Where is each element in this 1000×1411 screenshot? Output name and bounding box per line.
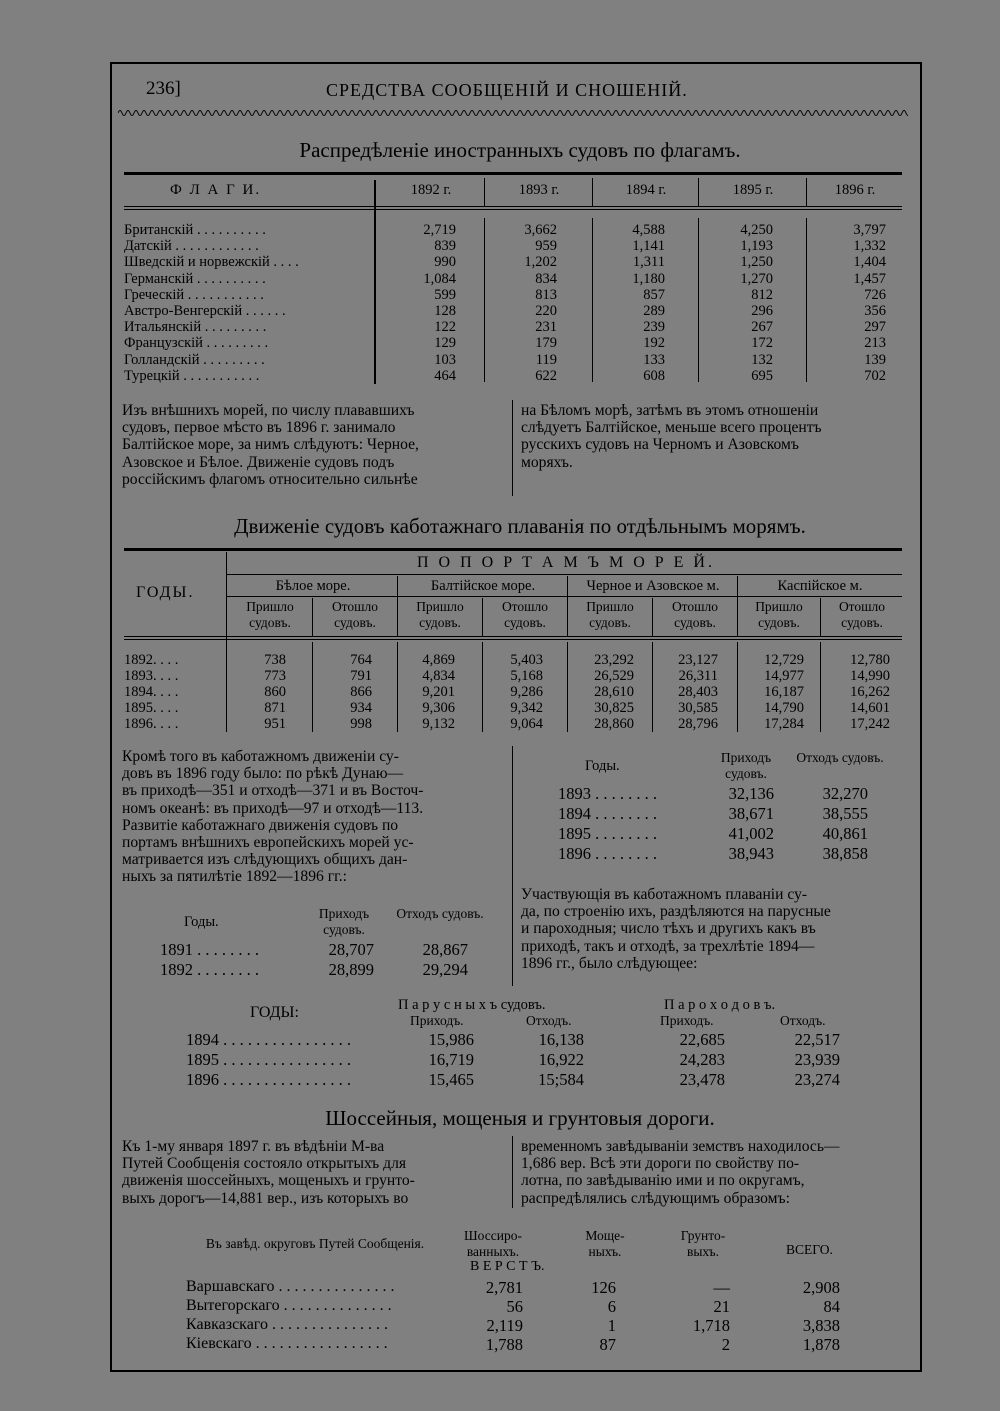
- flag-value: 608: [643, 367, 665, 384]
- cabotage-col-rule: [820, 642, 821, 732]
- flags-year-header: 1893 г.: [518, 182, 560, 198]
- sub-rule: [820, 598, 821, 636]
- cabotage-top-rule: [124, 548, 902, 551]
- cabotage-value: 998: [350, 716, 372, 732]
- flag-value: 3,662: [524, 222, 557, 238]
- small-right-in: 38,943: [728, 844, 774, 863]
- cabotage-value: 12,780: [850, 652, 890, 668]
- roads-value: 126: [591, 1278, 616, 1297]
- small-right-h-in: Приходъ судовъ.: [720, 750, 772, 781]
- flag-value: 213: [864, 335, 886, 352]
- flag-value: 812: [751, 286, 773, 303]
- cabotage-value: 16,187: [764, 684, 804, 700]
- flag-value: 1,141: [632, 238, 665, 255]
- text-line: русскихъ судовъ на Черномъ и Азовскомъ: [521, 436, 799, 454]
- flag-value: 813: [535, 286, 557, 303]
- sail-value: 15;584: [538, 1070, 584, 1089]
- cabotage-spanner: П О П О Р Т А М Ъ М О Р Е Й.: [417, 554, 715, 571]
- roads-para-right: [521, 1138, 905, 1207]
- text-line: Къ 1-му января 1897 г. въ вѣдѣніи М-ва: [122, 1138, 385, 1155]
- cabotage-value: 26,529: [594, 668, 634, 684]
- roads-h-cobble: Моще-ныхъ.: [585, 1228, 625, 1259]
- cabotage-col-rule: [567, 642, 568, 732]
- cabotage-value: 28,403: [678, 684, 718, 700]
- roads-para-divider: [512, 1136, 513, 1208]
- flag-value: 192: [643, 335, 665, 352]
- flag-name: Голландскій . . . . . . . . .: [124, 351, 265, 368]
- flag-value: 702: [864, 367, 886, 384]
- flag-value: 231: [535, 319, 557, 336]
- sub-header: Пришло судовъ.: [246, 599, 294, 630]
- small-left-year: 1892 . . . . . . . .: [160, 960, 259, 979]
- roads-value: 3,838: [802, 1316, 840, 1335]
- cabotage-value: 28,796: [678, 716, 718, 732]
- small-left-in: 28,899: [328, 960, 374, 979]
- para2-left: [122, 748, 506, 886]
- flag-value: 1,250: [740, 254, 773, 271]
- flag-value: 139: [864, 351, 886, 368]
- sail-value: 15,465: [428, 1070, 474, 1089]
- flag-value: 622: [535, 367, 557, 384]
- cabotage-year: 1892. . . .: [124, 652, 179, 668]
- text-line: россійскимъ флагомъ относительно сильнѣе: [122, 470, 418, 488]
- roads-district: Варшавскаго . . . . . . . . . . . . . . .: [186, 1278, 395, 1295]
- flag-value: 1,311: [632, 254, 665, 271]
- cabotage-title: Движеніе судовъ каботажнаго плаванія по отдѣльнымъ морямъ.: [234, 514, 806, 538]
- flag-name: Шведскій и норвежскій . . . .: [124, 254, 299, 271]
- cabotage-value: 14,790: [764, 700, 804, 716]
- text-line: движенія шоссейныхъ, мощеныхъ и грунто-: [122, 1172, 415, 1190]
- cabotage-year: 1895. . . .: [124, 700, 179, 716]
- text-line: временномъ завѣдываніи земствъ находилось—: [521, 1138, 840, 1155]
- flag-value: 1,180: [632, 270, 665, 287]
- flag-name: Британскій . . . . . . . . . .: [124, 222, 266, 238]
- small-right-year: 1893 . . . . . . . .: [558, 784, 657, 803]
- roads-value: 2,119: [486, 1316, 523, 1335]
- flag-value: 726: [864, 286, 886, 303]
- flag-value: 1,332: [853, 238, 886, 255]
- roads-h-dirt: Грунто-выхъ.: [680, 1228, 726, 1259]
- cabotage-value: 9,306: [422, 700, 455, 716]
- roads-h-versts: В Е Р С Т Ъ.: [470, 1259, 545, 1274]
- text-line: на Бѣломъ морѣ, затѣмъ въ этомъ отношеніи: [521, 402, 819, 419]
- cabotage-col-rule: [737, 642, 738, 732]
- flag-value: 3,797: [853, 222, 886, 238]
- flags-header-col-rule: [592, 178, 593, 206]
- cabotage-value: 5,403: [510, 652, 543, 668]
- flag-value: 220: [535, 303, 557, 319]
- sub-rule: [652, 598, 653, 636]
- flag-name: Датскій . . . . . . . . . . . .: [124, 238, 259, 255]
- flag-value: 296: [751, 303, 773, 319]
- roads-h-total: ВСЕГО.: [786, 1242, 833, 1257]
- small-right-in: 38,671: [728, 804, 774, 823]
- page-number: 236]: [146, 78, 181, 99]
- sail-subheader: Отходъ.: [526, 1013, 572, 1028]
- cabotage-value: 934: [350, 700, 372, 716]
- flags-header-label: Ф Л А Г И.: [170, 182, 262, 198]
- flag-value: 119: [535, 351, 557, 368]
- flag-value: 464: [434, 367, 456, 384]
- text-line: Азовское и Бѣлое. Движеніе судовъ подъ: [122, 453, 395, 471]
- cabotage-value: 30,585: [678, 700, 718, 716]
- para1-right: [521, 402, 905, 471]
- para1-divider: [512, 400, 513, 496]
- flag-value: 129: [434, 335, 456, 352]
- cabotage-value: 871: [264, 700, 286, 716]
- roads-value: 2: [721, 1335, 730, 1354]
- flags-year-header: 1895 г.: [732, 182, 774, 198]
- cabotage-year: 1894. . . .: [124, 684, 179, 700]
- text-line: Развитіе каботажнаго движенія судовъ по: [122, 816, 399, 834]
- sail-value: 23,274: [794, 1070, 840, 1089]
- cabotage-value: 16,262: [850, 684, 890, 700]
- cabotage-value: 17,242: [850, 716, 890, 732]
- small-right-year: 1894 . . . . . . . .: [558, 804, 657, 823]
- small-left-h-in: Приходъ судовъ.: [318, 906, 370, 937]
- flag-value: 289: [643, 303, 665, 319]
- flags-header-rule-2: [124, 209, 902, 210]
- flag-value: 356: [864, 303, 886, 319]
- flag-value: 239: [643, 319, 665, 336]
- small-left-out: 28,867: [422, 940, 468, 959]
- roads-district: Кавказскаго . . . . . . . . . . . . . . .: [186, 1316, 388, 1333]
- flag-value: 839: [434, 238, 456, 255]
- small-left-in: 28,707: [328, 940, 374, 959]
- small-right-out: 32,270: [822, 784, 868, 803]
- flag-value: 1,202: [524, 254, 557, 271]
- sail-value: 22,517: [794, 1030, 840, 1049]
- flag-name: Германскій . . . . . . . . . .: [124, 270, 266, 287]
- sail-subheader: Приходъ.: [660, 1013, 714, 1028]
- cabotage-value: 30,825: [594, 700, 634, 716]
- flags-title: Распредѣленіе иностранныхъ судовъ по флагамъ.: [299, 138, 741, 162]
- cabotage-value: 9,064: [510, 716, 543, 732]
- cabotage-value: 773: [264, 668, 286, 684]
- sail-value: 16,719: [428, 1050, 474, 1069]
- cabotage-head-rule: [124, 636, 902, 637]
- cabotage-value: 791: [350, 668, 372, 684]
- text-line: выхъ дорогъ—14,881 вер., изъ которыхъ во: [122, 1189, 409, 1207]
- flags-year-header: 1894 г.: [625, 182, 667, 198]
- cabotage-value: 14,601: [850, 700, 890, 716]
- flags-year-header: 1892 г.: [410, 182, 452, 198]
- sub-rule: [312, 598, 313, 636]
- para2-divider: [512, 746, 513, 986]
- flag-value: 857: [643, 286, 665, 303]
- cabotage-col-rule: [652, 642, 653, 732]
- cabotage-value: 14,977: [764, 668, 804, 684]
- sea-header: Каспійское м.: [777, 578, 863, 594]
- small-right-in: 32,136: [728, 784, 774, 803]
- text-line: довъ въ 1896 году было: по рѣкѣ Дунаю—: [122, 765, 404, 783]
- roads-value: 1,718: [692, 1316, 730, 1335]
- cabotage-value: 4,869: [422, 652, 455, 668]
- cabotage-value: 866: [350, 684, 372, 700]
- flags-col-rule: [592, 218, 593, 382]
- flag-value: 1,457: [853, 270, 886, 287]
- text-line: матривается изъ слѣдующихъ общихъ дан-: [122, 851, 408, 869]
- flags-year-header: 1896 г.: [834, 182, 876, 198]
- running-head: [146, 78, 906, 110]
- cabotage-value: 9,201: [422, 684, 455, 700]
- flags-header-col-rule: [484, 178, 485, 206]
- cabotage-head-rule-2: [124, 639, 902, 640]
- flag-value: 599: [434, 286, 456, 303]
- text-line: и пароходныя; число тѣхъ и другихъ какъ въ: [521, 920, 816, 938]
- flag-value: 2,719: [423, 222, 456, 238]
- flags-col-rule: [698, 218, 699, 382]
- cabotage-year: 1896. . . .: [124, 716, 179, 732]
- sail-value: 16,138: [538, 1030, 584, 1049]
- roads-district: Кіевскаго . . . . . . . . . . . . . . . . .: [186, 1335, 388, 1352]
- cabotage-year: 1893. . . .: [124, 668, 179, 684]
- small-left-h-year: Годы.: [184, 914, 219, 930]
- text-line: въ приходѣ—351 и отходѣ—371 и въ Восточ-: [122, 782, 424, 800]
- flag-name: Австро-Венгерскій . . . . . .: [124, 303, 286, 319]
- sub-header: Отошло судовъ.: [501, 599, 549, 630]
- flag-value: 267: [751, 319, 773, 336]
- running-title: СРЕДСТВА СООБЩЕНІЙ И СНОШЕНІЙ.: [326, 80, 688, 100]
- cabotage-value: 860: [264, 684, 286, 700]
- flags-header-col-rule: [806, 178, 807, 206]
- roads-para-left: [122, 1138, 506, 1207]
- flag-value: 172: [751, 335, 773, 352]
- text-line: номъ океанѣ: въ приходѣ—97 и отходѣ—113.: [122, 799, 424, 817]
- cabotage-years-label: ГОДЫ.: [136, 584, 195, 601]
- cabotage-value: 14,990: [850, 668, 890, 684]
- flags-stub-divider: [374, 180, 376, 384]
- text-line: Кромѣ того въ каботажномъ движеніи су-: [122, 748, 399, 765]
- small-left-out: 29,294: [422, 960, 468, 979]
- flag-value: 1,193: [740, 238, 773, 255]
- small-left-year: 1891 . . . . . . . .: [160, 940, 259, 959]
- small-right-out: 38,555: [822, 804, 868, 823]
- flag-value: 4,588: [632, 222, 665, 238]
- roads-value: 1,788: [485, 1335, 523, 1354]
- text-line: Путей Сообщенія состояло открытыхъ для: [122, 1155, 407, 1173]
- flags-header-rule: [124, 206, 902, 207]
- flag-value: 103: [434, 351, 456, 368]
- roads-value: 1,878: [802, 1335, 840, 1354]
- flags-top-rule: [124, 172, 902, 175]
- text-line: судовъ, первое мѣсто въ 1896 г. занимало: [122, 419, 396, 437]
- text-line: портамъ внѣшнихъ европейскихъ морей ус-: [122, 834, 414, 852]
- sail-subheader: Отходъ.: [780, 1013, 826, 1028]
- flag-name: Греческій . . . . . . . . . . .: [124, 286, 264, 303]
- flag-value: 834: [535, 270, 557, 287]
- small-right-h-year: Годы.: [585, 758, 620, 774]
- roads-h-district: Въ завѣд. округовъ Путей Сообщенія.: [205, 1236, 425, 1251]
- para1-left: [122, 402, 506, 488]
- sail-value: 22,685: [679, 1030, 725, 1049]
- cabotage-value: 9,342: [510, 700, 543, 716]
- cabotage-value: 28,860: [594, 716, 634, 732]
- roads-district: Вытегорскаго . . . . . . . . . . . . . .: [186, 1297, 392, 1314]
- flags-header-col-rule: [698, 178, 699, 206]
- flag-value: 122: [434, 319, 456, 336]
- flag-value: 959: [535, 238, 557, 255]
- small-right-out: 40,861: [822, 824, 868, 843]
- sail-year: 1894 . . . . . . . . . . . . . . . .: [186, 1030, 351, 1049]
- roads-value: 1: [607, 1316, 616, 1335]
- text-line: да, по строенію ихъ, раздѣляются на парусные: [521, 903, 831, 921]
- sail-value: 15,986: [428, 1030, 474, 1049]
- sub-rule: [482, 598, 483, 636]
- cabotage-value: 951: [264, 716, 286, 732]
- sail-year: 1896 . . . . . . . . . . . . . . . .: [186, 1070, 351, 1089]
- flag-value: 990: [434, 254, 456, 271]
- flag-value: 695: [751, 367, 773, 384]
- text-line: распредѣлялись слѣдующимъ образомъ:: [521, 1189, 790, 1207]
- sail-subheader: Приходъ.: [410, 1013, 464, 1028]
- roads-value: —: [713, 1278, 730, 1297]
- text-line: приходѣ, такъ и отходѣ, за трехлѣтіе 1894—: [521, 937, 815, 955]
- roads-value: 84: [823, 1297, 840, 1316]
- text-line: слѣдуетъ Балтійское, меньше всего процентъ: [521, 419, 822, 437]
- para3-right: [521, 886, 905, 972]
- sub-header: Отошло судовъ.: [331, 599, 379, 630]
- text-line: лотна, по завѣдыванію ими и по округамъ,: [521, 1172, 805, 1190]
- cabotage-value: 23,292: [594, 652, 634, 668]
- flag-value: 1,084: [423, 270, 456, 287]
- sea-header: Бѣлое море.: [275, 578, 351, 594]
- sail-value: 23,478: [679, 1070, 725, 1089]
- cabotage-value: 26,311: [678, 668, 718, 684]
- cabotage-value: 764: [350, 652, 372, 668]
- sea-subheader-rule: [227, 596, 902, 597]
- flag-value: 297: [864, 319, 886, 336]
- sail-value: 23,939: [794, 1050, 840, 1069]
- sub-header: Отошло судовъ.: [838, 599, 886, 630]
- flag-value: 1,270: [740, 270, 773, 287]
- sail-value: 24,283: [679, 1050, 725, 1069]
- cabotage-col-rule: [482, 642, 483, 732]
- cabotage-col-rule: [397, 642, 398, 732]
- flag-value: 133: [643, 351, 665, 368]
- sail-header: П а р у с н ы х ъ судовъ.: [398, 997, 546, 1013]
- cabotage-value: 9,286: [510, 684, 543, 700]
- cabotage-value: 12,729: [764, 652, 804, 668]
- flag-value: 4,250: [740, 222, 773, 238]
- sub-header: Отошло судовъ.: [671, 599, 719, 630]
- roads-value: 6: [607, 1297, 616, 1316]
- roads-value: 2,908: [802, 1278, 840, 1297]
- steam-header: П а р о х о д о в ъ.: [664, 997, 776, 1013]
- small-right-h-out: Отходъ судовъ.: [796, 750, 884, 765]
- small-right-in: 41,002: [728, 824, 774, 843]
- flag-value: 1,404: [853, 254, 886, 271]
- flag-value: 132: [751, 351, 773, 368]
- cabotage-value: 9,132: [422, 716, 455, 732]
- cabotage-value: 17,284: [764, 716, 804, 732]
- sea-header: Черное и Азовское м.: [586, 578, 720, 594]
- text-line: 1,686 вер. Всѣ эти дороги по свойству по-: [521, 1155, 800, 1173]
- text-line: ныхъ за пятилѣтіе 1892—1896 гг.:: [122, 868, 347, 886]
- roads-value: 21: [713, 1297, 730, 1316]
- flag-name: Итальянскій . . . . . . . . .: [124, 319, 267, 336]
- small-right-year: 1896 . . . . . . . .: [558, 844, 657, 863]
- text-line: Изъ внѣшнихъ морей, по числу плававшихъ: [122, 402, 415, 419]
- cabotage-value: 4,834: [422, 668, 455, 684]
- roads-h-paved: Шоссиро-ванныхъ.: [464, 1228, 522, 1259]
- sub-header: Пришло судовъ.: [586, 599, 634, 630]
- roads-value: 2,781: [485, 1278, 523, 1297]
- text-line: моряхъ.: [521, 453, 573, 471]
- text-line: 1896 гг., было слѣдующее:: [521, 954, 698, 972]
- text-line: Участвующія въ каботажномъ плаваніи су-: [521, 886, 808, 903]
- text-line: Балтійское море, за нимъ слѣдуютъ: Черное,: [122, 436, 419, 454]
- flag-name: Турецкій . . . . . . . . . . .: [124, 367, 260, 384]
- cabotage-spanner-rule: [227, 574, 902, 575]
- sail-year: 1895 . . . . . . . . . . . . . . . .: [186, 1050, 351, 1069]
- cabotage-value: 28,610: [594, 684, 634, 700]
- roads-value: 87: [599, 1335, 616, 1354]
- small-right-out: 38,858: [822, 844, 868, 863]
- sub-header: Пришло судовъ.: [416, 599, 464, 630]
- flags-col-rule: [484, 218, 485, 382]
- small-left-h-out: Отходъ судовъ.: [396, 906, 484, 921]
- cabotage-value: 5,168: [510, 668, 543, 684]
- cabotage-value: 23,127: [678, 652, 718, 668]
- roads-title: Шоссейныя, мощеныя и грунтовыя дороги.: [325, 1106, 715, 1130]
- cabotage-value: 738: [264, 652, 286, 668]
- sea-header: Балтійское море.: [430, 578, 536, 594]
- wavy-rule: [118, 108, 908, 118]
- sail-years-label: ГОДЫ:: [250, 1004, 299, 1021]
- roads-value: 56: [506, 1297, 523, 1316]
- small-right-year: 1895 . . . . . . . .: [558, 824, 657, 843]
- cabotage-col-rule: [312, 642, 313, 732]
- flag-name: Французскій . . . . . . . . .: [124, 335, 269, 352]
- sail-value: 16,922: [538, 1050, 584, 1069]
- flags-col-rule: [806, 218, 807, 382]
- flag-value: 128: [434, 303, 456, 319]
- sub-header: Пришло судовъ.: [755, 599, 803, 630]
- flag-value: 179: [535, 335, 557, 352]
